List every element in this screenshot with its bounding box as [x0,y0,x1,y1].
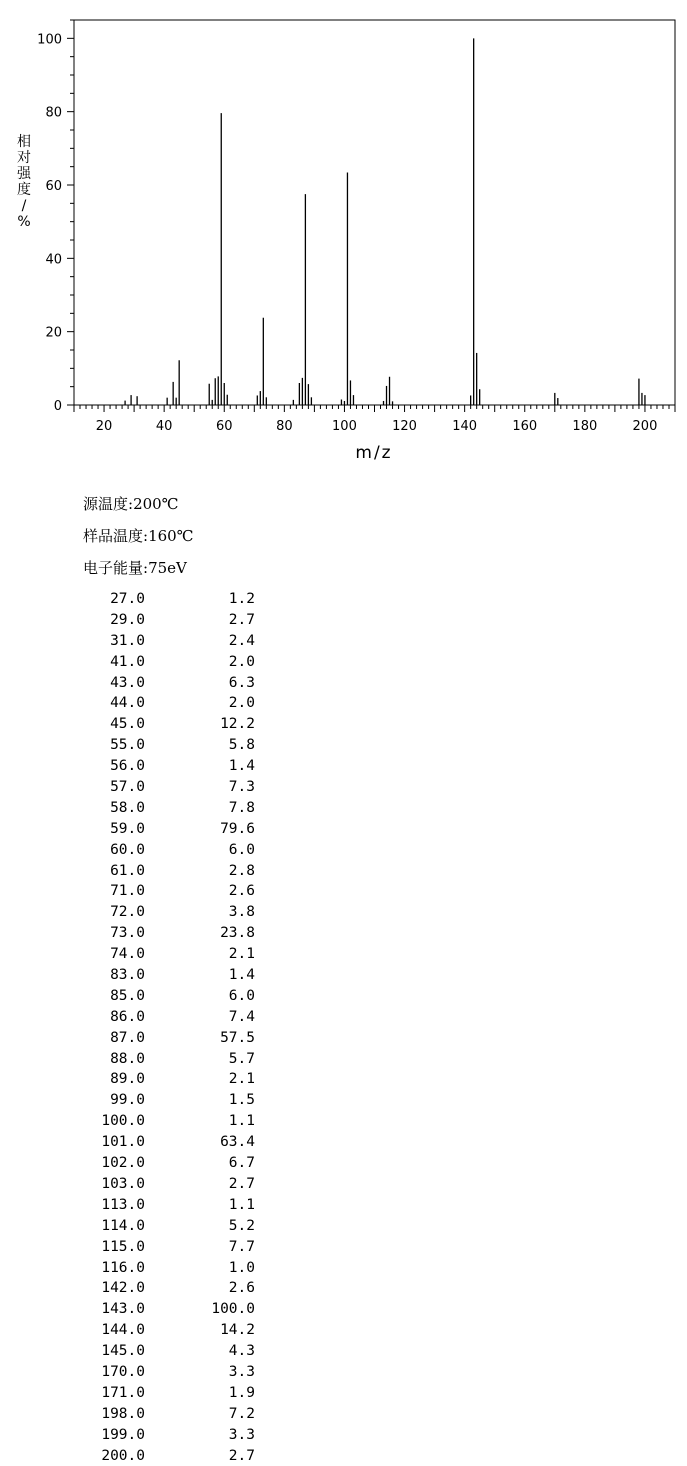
condition-value: :160℃ [143,527,194,545]
mz-value: 71.0 [110,883,145,900]
table-row [0,631,300,652]
mz-value: 200.0 [101,1447,145,1464]
table-row [0,881,300,902]
mz-value: 101.0 [101,1134,145,1151]
mz-value: 73.0 [110,925,145,942]
x-tick-label: 120 [392,419,417,434]
x-tick-label: 100 [332,419,357,434]
x-tick-label: 20 [95,419,113,434]
x-tick-label: 80 [276,419,293,434]
intensity-value: 2.7 [228,611,255,628]
mz-value: 61.0 [110,862,145,879]
table-row [0,1195,300,1216]
mz-value: 41.0 [110,653,145,670]
mz-value: 83.0 [110,967,145,984]
table-row [0,589,300,610]
intensity-value: 2.1 [228,946,255,963]
intensity-value: 5.7 [228,1050,255,1067]
table-row [0,1237,300,1258]
intensity-value: 2.7 [228,1447,255,1464]
intensity-value: 7.3 [228,779,255,796]
intensity-value: 2.4 [228,632,255,649]
intensity-value: 1.5 [228,1092,255,1109]
intensity-value: 1.4 [228,758,255,775]
mz-value: 145.0 [101,1343,145,1360]
table-row [0,1383,300,1404]
intensity-value: 3.3 [228,1426,255,1443]
table-row [0,1320,300,1341]
table-row [0,861,300,882]
intensity-value: 5.8 [228,737,255,754]
mz-value: 170.0 [101,1363,145,1380]
intensity-value: 6.0 [228,987,255,1004]
condition-label: 源温度 [83,495,129,513]
intensity-value: 2.1 [228,1071,255,1088]
table-row [0,986,300,1007]
table-row [0,1007,300,1028]
mass-spectrum-chart [0,0,687,480]
intensity-value: 6.3 [228,674,255,691]
condition-label: 电子能量 [83,559,144,577]
intensity-value: 2.0 [228,695,255,712]
intensity-value: 23.8 [220,925,255,942]
intensity-value: 5.2 [228,1217,255,1234]
mz-value: 44.0 [110,695,145,712]
x-tick-label: 140 [452,419,478,434]
table-row [0,965,300,986]
intensity-value: 7.8 [228,799,255,816]
intensity-value: 6.7 [228,1155,255,1172]
table-row [0,1341,300,1362]
mz-value: 114.0 [101,1217,145,1234]
intensity-value: 1.4 [228,967,255,984]
y-axis-label: 相对强度/ % [17,134,31,230]
mz-value: 60.0 [110,841,145,858]
table-row [0,1425,300,1446]
table-row [0,923,300,944]
y-tick-label: 0 [53,399,62,414]
y-tick-label: 80 [45,105,62,121]
table-row [0,1258,300,1279]
mz-value: 27.0 [110,591,145,607]
y-tick-label: 60 [45,179,62,194]
y-tick-label: 40 [45,252,62,268]
mz-value: 56.0 [110,758,145,775]
x-tick-label: 200 [632,419,658,434]
table-row [0,902,300,923]
mz-value: 103.0 [101,1175,145,1192]
table-row [0,1111,300,1132]
mz-value: 116.0 [101,1259,145,1276]
intensity-value: 12.2 [220,716,255,733]
table-row [0,777,300,798]
intensity-value: 1.1 [228,1196,255,1213]
mz-value: 43.0 [110,674,145,691]
condition-value: :200℃ [128,495,179,513]
intensity-value: 7.7 [228,1238,255,1255]
intensity-value: 2.7 [228,1175,255,1192]
mz-value: 142.0 [101,1280,145,1297]
mz-value: 88.0 [110,1050,145,1067]
mz-value: 113.0 [101,1196,145,1213]
mz-value: 100.0 [101,1113,145,1130]
intensity-value: 2.8 [228,862,255,879]
table-row [0,1132,300,1153]
table-row [0,673,300,694]
table-row [0,1069,300,1090]
mz-value: 89.0 [110,1071,145,1088]
table-row [0,1299,300,1320]
table-row [0,1153,300,1174]
intensity-value: 7.2 [228,1405,255,1422]
intensity-value: 4.3 [228,1343,255,1360]
y-tick-label: 100 [37,32,62,48]
table-row [0,944,300,965]
mz-value: 99.0 [110,1092,145,1109]
table-row [0,840,300,861]
condition-line [83,527,193,545]
table-row [0,714,300,735]
peak-table [0,589,300,1466]
peak-bars [125,38,645,405]
x-tick-label: 160 [512,419,538,434]
intensity-value: 1.0 [228,1259,255,1276]
intensity-value: 2.6 [228,883,255,900]
intensity-value: 14.2 [220,1322,255,1339]
x-axis-label: m/z [355,443,393,463]
intensity-value: 63.4 [220,1134,255,1151]
mz-value: 102.0 [101,1155,145,1172]
condition-label: 样品温度 [83,527,144,545]
condition-line [83,559,187,577]
x-tick-label: 40 [155,419,173,434]
condition-line [83,495,178,513]
intensity-value: 7.4 [228,1008,255,1025]
mz-value: 31.0 [110,632,145,649]
mz-value: 171.0 [101,1384,145,1401]
table-row [0,819,300,840]
table-row [0,735,300,756]
intensity-value: 2.0 [228,653,255,670]
table-row [0,798,300,819]
x-axis-ticks [74,405,675,434]
x-tick-label: 60 [215,419,233,434]
table-row [0,1278,300,1299]
table-row [0,1049,300,1070]
mz-value: 58.0 [110,799,145,816]
intensity-value: 3.3 [228,1363,255,1380]
intensity-value: 6.0 [228,841,255,858]
mz-value: 86.0 [110,1008,145,1025]
intensity-value: 3.8 [228,904,255,921]
intensity-value: 57.5 [220,1029,255,1046]
intensity-value: 1.2 [228,591,255,607]
x-tick-label: 180 [572,419,598,434]
table-row [0,756,300,777]
mz-value: 29.0 [110,611,145,628]
mz-value: 59.0 [110,820,145,837]
intensity-value: 2.6 [228,1280,255,1297]
mz-value: 74.0 [110,946,145,963]
mz-value: 72.0 [110,904,145,921]
table-row [0,1404,300,1425]
mz-value: 115.0 [101,1238,145,1255]
intensity-value: 79.6 [220,820,255,837]
mz-value: 199.0 [101,1426,145,1443]
mz-value: 85.0 [110,987,145,1004]
plot-frame [74,20,675,405]
intensity-value: 1.9 [228,1384,255,1401]
y-tick-label: 20 [45,325,62,341]
mz-value: 87.0 [110,1029,145,1046]
table-row [0,1028,300,1049]
table-row [0,610,300,631]
mz-value: 144.0 [101,1322,145,1339]
table-row [0,1090,300,1111]
table-row [0,1362,300,1383]
y-axis-ticks [37,20,74,414]
table-row [0,1174,300,1195]
intensity-value: 100.0 [211,1301,255,1318]
table-row [0,693,300,714]
intensity-value: 1.1 [228,1113,255,1130]
mz-value: 45.0 [110,716,145,733]
mz-value: 55.0 [110,737,145,754]
mz-value: 57.0 [110,779,145,796]
table-row [0,652,300,673]
mz-value: 198.0 [101,1405,145,1422]
mz-value: 143.0 [101,1301,145,1318]
condition-value: :75eV [143,559,187,577]
table-row [0,1216,300,1237]
